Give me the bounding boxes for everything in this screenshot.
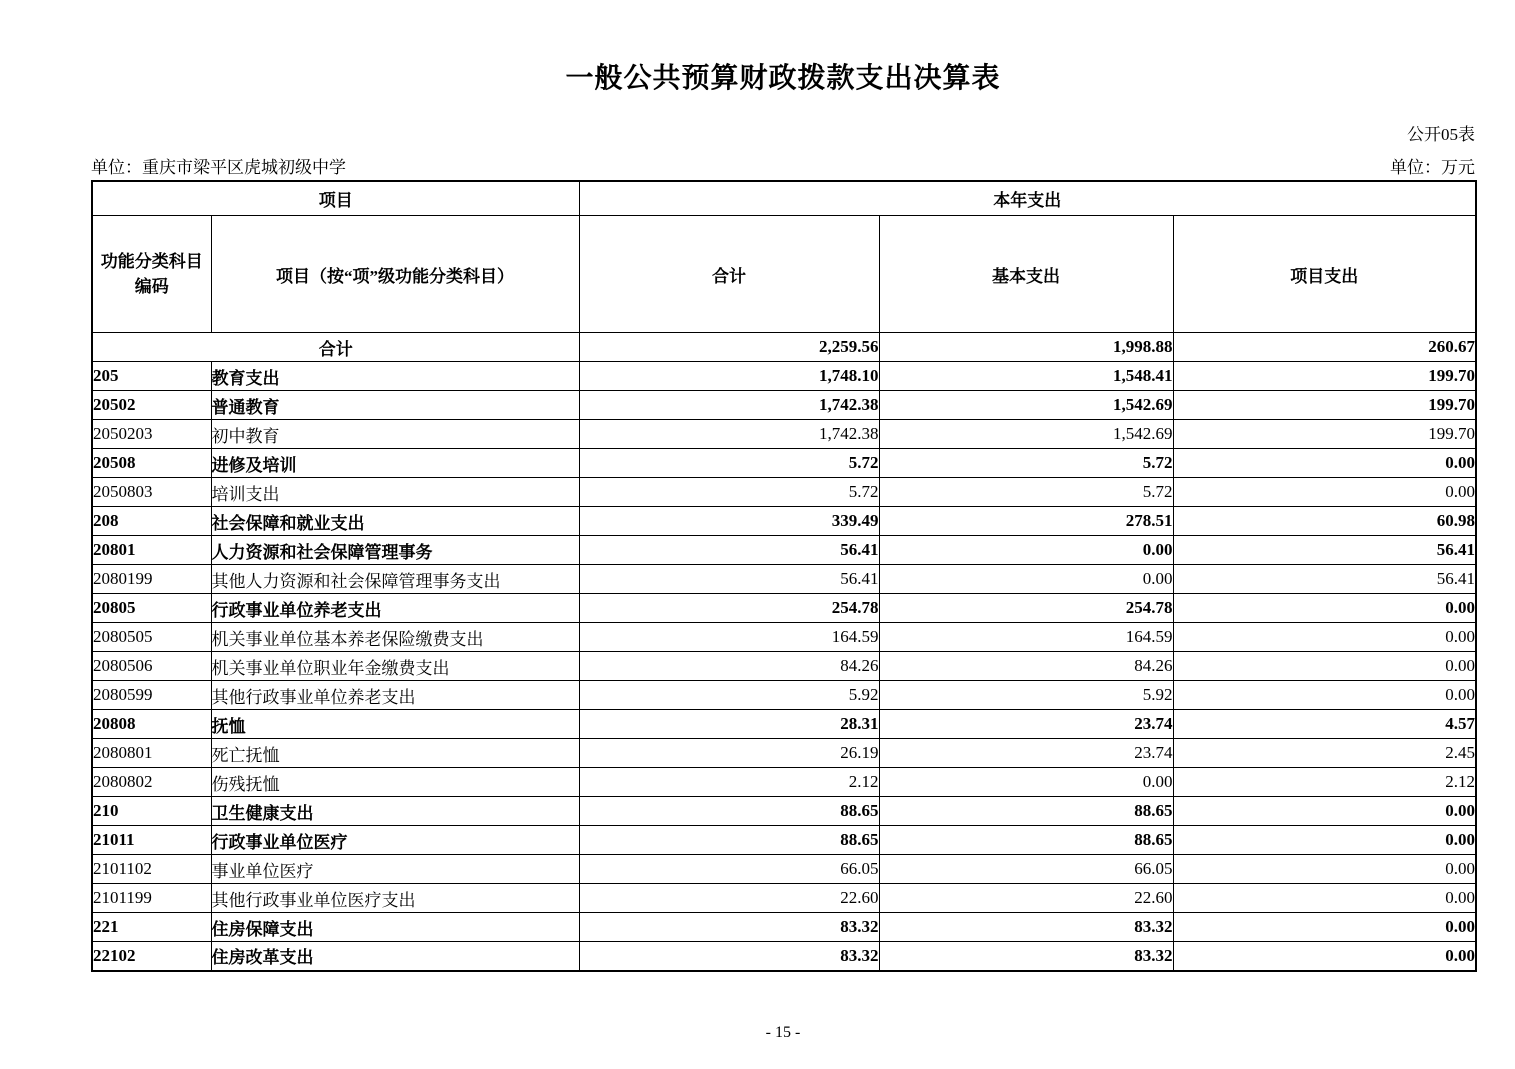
- table-row: [92, 652, 1476, 681]
- cell-basic: 84.26: [879, 652, 1173, 681]
- table-row: [92, 362, 1476, 391]
- header-col-code-line1: 功能分类科目: [100, 251, 203, 271]
- cell-total: 88.65: [579, 826, 879, 855]
- cell-project: 0.00: [1173, 594, 1476, 623]
- cell-basic: 83.32: [879, 942, 1173, 971]
- cell-code: 205: [92, 362, 211, 391]
- table-row: [92, 884, 1476, 913]
- header-columns-row: [92, 216, 1476, 333]
- cell-project: 56.41: [1173, 536, 1476, 565]
- table-row: [92, 536, 1476, 565]
- table-header: [92, 181, 1476, 333]
- cell-name: 行政事业单位养老支出: [211, 594, 579, 623]
- cell-code: 20508: [92, 449, 211, 478]
- header-col-code: [92, 216, 211, 333]
- cell-project: 4.57: [1173, 710, 1476, 739]
- cell-project: 0.00: [1173, 681, 1476, 710]
- table-row: [92, 739, 1476, 768]
- cell-code: 2080599: [92, 681, 211, 710]
- cell-project: 0.00: [1173, 942, 1476, 971]
- cell-basic: 0.00: [879, 768, 1173, 797]
- table-row: [92, 478, 1476, 507]
- page-title: 一般公共预算财政拨款支出决算表: [565, 63, 1001, 94]
- cell-project: 0.00: [1173, 797, 1476, 826]
- cell-name: 住房保障支出: [211, 913, 579, 942]
- cell-name: 行政事业单位医疗: [211, 826, 579, 855]
- cell-project: 60.98: [1173, 507, 1476, 536]
- header-col-item: 项目（按“项”级功能分类科目）: [211, 216, 579, 333]
- cell-project: 0.00: [1173, 826, 1476, 855]
- header-col-total: 合计: [579, 216, 879, 333]
- table-body: [92, 333, 1476, 971]
- header-col-project: 项目支出: [1173, 216, 1476, 333]
- cell-name: 卫生健康支出: [211, 797, 579, 826]
- cell-total: 5.72: [579, 478, 879, 507]
- table-row: [92, 507, 1476, 536]
- cell-code: 2050803: [92, 478, 211, 507]
- cell-project: 0.00: [1173, 478, 1476, 507]
- table-row: [92, 594, 1476, 623]
- cell-total: 1,748.10: [579, 362, 879, 391]
- header-group-row: [92, 181, 1476, 216]
- cell-code: 20808: [92, 710, 211, 739]
- cell-project: 0.00: [1173, 855, 1476, 884]
- cell-name: 机关事业单位基本养老保险缴费支出: [211, 623, 579, 652]
- total-row-basic: 1,998.88: [879, 333, 1173, 362]
- cell-name: 初中教育: [211, 420, 579, 449]
- table-row: [92, 768, 1476, 797]
- cell-basic: 1,542.69: [879, 420, 1173, 449]
- cell-code: 2080199: [92, 565, 211, 594]
- cell-basic: 88.65: [879, 797, 1173, 826]
- cell-total: 164.59: [579, 623, 879, 652]
- cell-total: 22.60: [579, 884, 879, 913]
- cell-project: 0.00: [1173, 652, 1476, 681]
- cell-name: 事业单位医疗: [211, 855, 579, 884]
- table-row: [92, 710, 1476, 739]
- cell-basic: 23.74: [879, 710, 1173, 739]
- budget-table: [91, 180, 1477, 972]
- page-number: - 15 -: [765, 1024, 801, 1041]
- cell-total: 2.12: [579, 768, 879, 797]
- cell-basic: 5.92: [879, 681, 1173, 710]
- cell-code: 21011: [92, 826, 211, 855]
- cell-name: 机关事业单位职业年金缴费支出: [211, 652, 579, 681]
- cell-name: 人力资源和社会保障管理事务: [211, 536, 579, 565]
- table-row: [92, 681, 1476, 710]
- cell-basic: 278.51: [879, 507, 1173, 536]
- currency-unit-label: 单位：万元: [1390, 158, 1475, 177]
- cell-project: 199.70: [1173, 420, 1476, 449]
- cell-project: 199.70: [1173, 362, 1476, 391]
- cell-name: 死亡抚恤: [211, 739, 579, 768]
- table-row: [92, 565, 1476, 594]
- cell-code: 20801: [92, 536, 211, 565]
- cell-total: 5.72: [579, 449, 879, 478]
- cell-basic: 66.05: [879, 855, 1173, 884]
- table-row: [92, 449, 1476, 478]
- table-row: [92, 913, 1476, 942]
- header-group-item: 项目: [92, 181, 579, 216]
- cell-total: 66.05: [579, 855, 879, 884]
- cell-basic: 164.59: [879, 623, 1173, 652]
- cell-total: 1,742.38: [579, 420, 879, 449]
- cell-code: 20805: [92, 594, 211, 623]
- cell-total: 26.19: [579, 739, 879, 768]
- cell-total: 83.32: [579, 913, 879, 942]
- cell-basic: 5.72: [879, 478, 1173, 507]
- cell-total: 1,742.38: [579, 391, 879, 420]
- cell-name: 其他行政事业单位医疗支出: [211, 884, 579, 913]
- cell-basic: 23.74: [879, 739, 1173, 768]
- table-row: [92, 942, 1476, 971]
- cell-code: 208: [92, 507, 211, 536]
- cell-total: 88.65: [579, 797, 879, 826]
- cell-basic: 1,542.69: [879, 391, 1173, 420]
- cell-project: 0.00: [1173, 884, 1476, 913]
- table-number-label: 公开05表: [1407, 125, 1475, 144]
- cell-total: 5.92: [579, 681, 879, 710]
- cell-name: 教育支出: [211, 362, 579, 391]
- table-row: [92, 623, 1476, 652]
- cell-project: 56.41: [1173, 565, 1476, 594]
- cell-code: 2080506: [92, 652, 211, 681]
- cell-basic: 22.60: [879, 884, 1173, 913]
- cell-name: 抚恤: [211, 710, 579, 739]
- cell-code: 2101199: [92, 884, 211, 913]
- cell-project: 199.70: [1173, 391, 1476, 420]
- total-row-label: 合计: [92, 333, 579, 362]
- cell-basic: 5.72: [879, 449, 1173, 478]
- cell-name: 其他人力资源和社会保障管理事务支出: [211, 565, 579, 594]
- table-row: [92, 420, 1476, 449]
- cell-name: 社会保障和就业支出: [211, 507, 579, 536]
- cell-code: 2101102: [92, 855, 211, 884]
- cell-basic: 83.32: [879, 913, 1173, 942]
- cell-basic: 0.00: [879, 565, 1173, 594]
- cell-name: 普通教育: [211, 391, 579, 420]
- cell-project: 2.12: [1173, 768, 1476, 797]
- cell-name: 住房改革支出: [211, 942, 579, 971]
- cell-name: 进修及培训: [211, 449, 579, 478]
- cell-code: 210: [92, 797, 211, 826]
- cell-code: 2080505: [92, 623, 211, 652]
- header-col-basic: 基本支出: [879, 216, 1173, 333]
- table-row: [92, 826, 1476, 855]
- cell-project: 0.00: [1173, 913, 1476, 942]
- cell-name: 伤残抚恤: [211, 768, 579, 797]
- cell-code: 2080801: [92, 739, 211, 768]
- org-unit-label: 单位：重庆市梁平区虎城初级中学: [91, 158, 346, 177]
- cell-total: 254.78: [579, 594, 879, 623]
- cell-total: 339.49: [579, 507, 879, 536]
- cell-code: 20502: [92, 391, 211, 420]
- cell-code: 2080802: [92, 768, 211, 797]
- cell-name: 培训支出: [211, 478, 579, 507]
- total-row-project: 260.67: [1173, 333, 1476, 362]
- cell-basic: 254.78: [879, 594, 1173, 623]
- table-row: [92, 855, 1476, 884]
- total-row-total: 2,259.56: [579, 333, 879, 362]
- document-page: [91, 0, 1475, 972]
- cell-basic: 0.00: [879, 536, 1173, 565]
- cell-total: 84.26: [579, 652, 879, 681]
- cell-basic: 1,548.41: [879, 362, 1173, 391]
- cell-project: 0.00: [1173, 623, 1476, 652]
- cell-code: 2050203: [92, 420, 211, 449]
- total-row: [92, 333, 1476, 362]
- meta-row: [91, 153, 1475, 178]
- cell-name: 其他行政事业单位养老支出: [211, 681, 579, 710]
- table-row: [92, 391, 1476, 420]
- cell-code: 221: [92, 913, 211, 942]
- header-col-code-line2: 编码: [134, 277, 169, 296]
- cell-project: 2.45: [1173, 739, 1476, 768]
- header-group-current-year: 本年支出: [579, 181, 1476, 216]
- cell-total: 56.41: [579, 565, 879, 594]
- cell-basic: 88.65: [879, 826, 1173, 855]
- cell-total: 56.41: [579, 536, 879, 565]
- cell-project: 0.00: [1173, 449, 1476, 478]
- table-row: [92, 797, 1476, 826]
- cell-code: 22102: [92, 942, 211, 971]
- cell-total: 83.32: [579, 942, 879, 971]
- cell-total: 28.31: [579, 710, 879, 739]
